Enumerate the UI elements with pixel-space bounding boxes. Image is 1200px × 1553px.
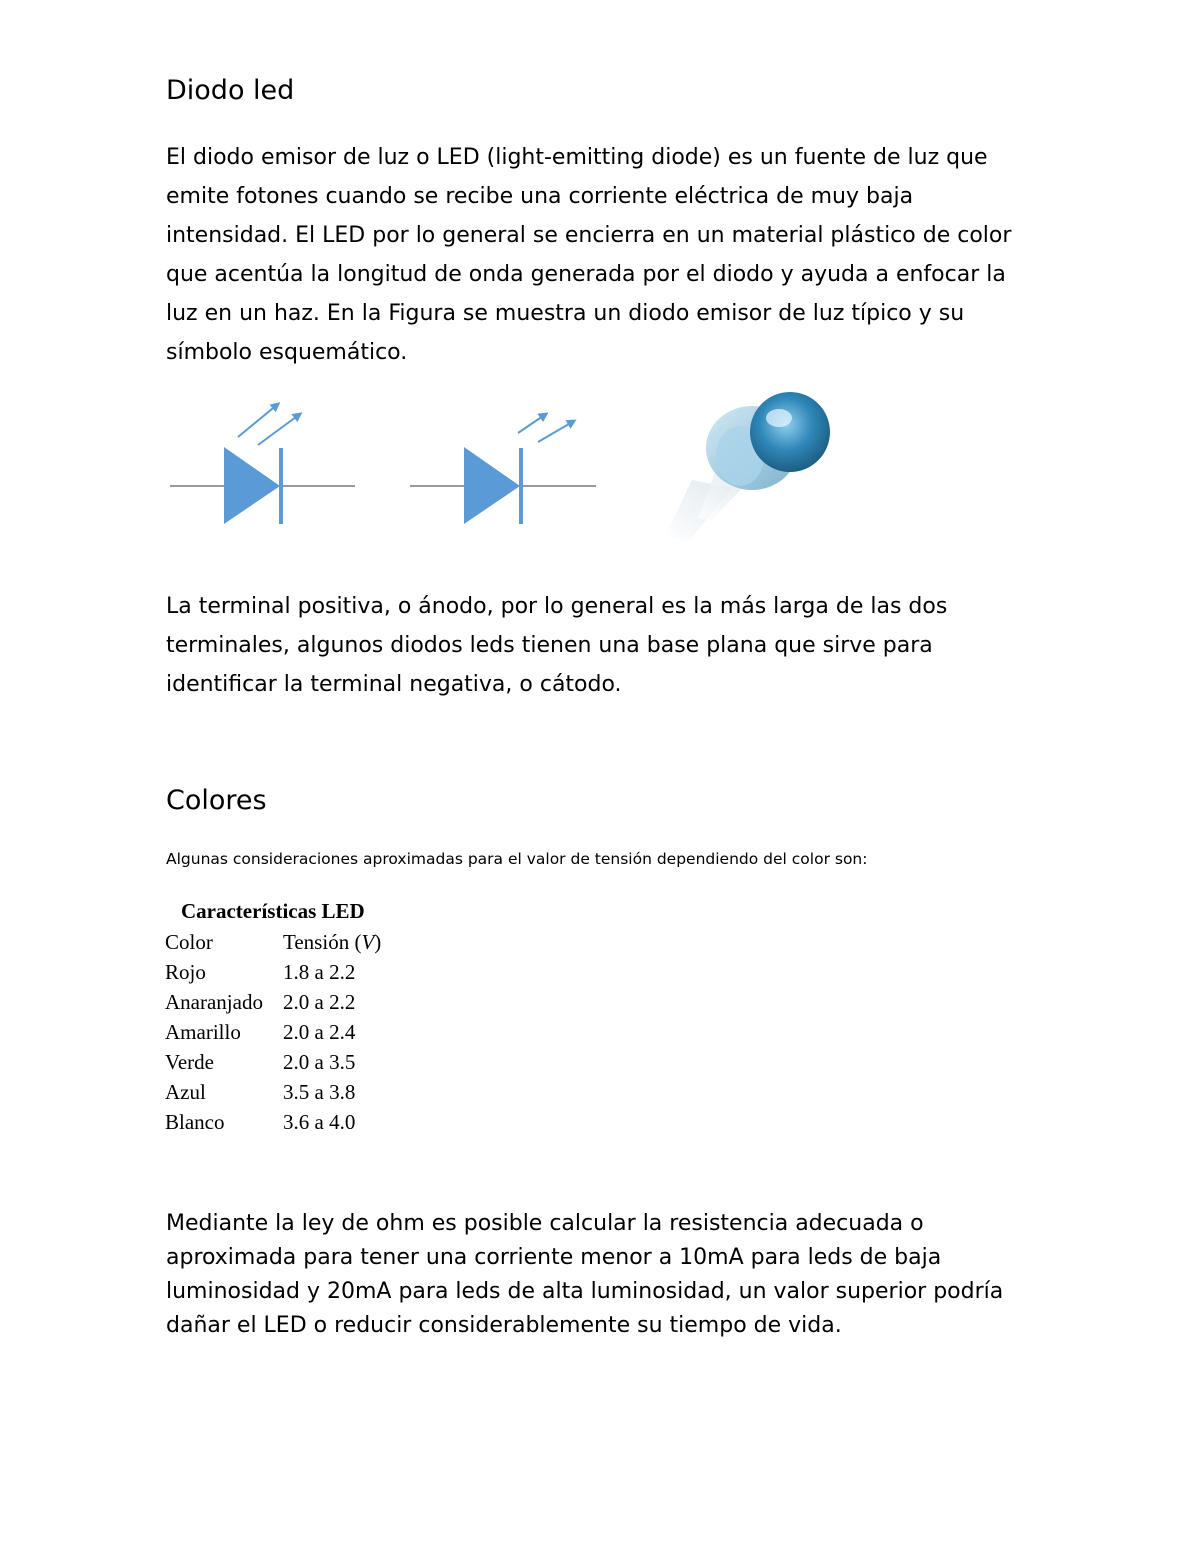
colors-heading: Colores (166, 785, 267, 816)
table-row (165, 987, 381, 1017)
color-cell: Anaranjado (165, 990, 263, 1014)
paragraph-line: luminosidad y 20mA para leds de alta luminosidad, un valor superior podría (166, 1279, 1004, 1304)
voltage-cell: 2.0 a 2.2 (283, 990, 356, 1014)
paragraph-line: símbolo esquemático. (166, 340, 408, 365)
table-row (165, 1047, 381, 1077)
terminal-paragraph (166, 587, 1026, 704)
paragraph-line: emite fotones cuando se recibe una corriente eléctrica de muy baja (166, 184, 914, 209)
colors-intro: Algunas consideraciones aproximadas para el valor de tensión dependiendo del color son: (166, 850, 868, 868)
voltage-cell: 2.0 a 2.4 (283, 1020, 356, 1044)
paragraph-line: La terminal positiva, o ánodo, por lo general es la más larga de las dos (166, 594, 948, 619)
table-row (165, 1107, 381, 1137)
color-cell: Verde (165, 1050, 214, 1074)
led-voltage-table (165, 897, 381, 1137)
column-header-color: Color (165, 930, 213, 954)
paragraph-line: identificar la terminal negativa, o cátodo. (166, 672, 622, 697)
led-dome (750, 392, 830, 472)
diode-triangle (464, 447, 520, 524)
voltage-cell: 2.0 a 3.5 (283, 1050, 356, 1074)
closing-paragraph (166, 1207, 1046, 1343)
paragraph-line: luz en un haz. En la Figura se muestra un diodo emisor de luz típico y su (166, 301, 965, 326)
led-symbol-2 (410, 414, 596, 524)
led-symbol-1 (170, 404, 355, 524)
paragraph-line: El diodo emisor de luz o LED (light-emitting diode) es un fuente de luz que (166, 145, 988, 170)
page-title: Diodo led (166, 75, 295, 106)
led-photo (664, 392, 830, 540)
color-cell: Blanco (165, 1110, 225, 1134)
color-cell: Azul (165, 1080, 206, 1104)
paragraph-line: terminales, algunos diodos leds tienen una base plana que sirve para (166, 633, 933, 658)
table-caption: Características LED (181, 899, 365, 923)
color-cell: Amarillo (165, 1020, 241, 1044)
paragraph-line: intensidad. El LED por lo general se encierra en un material plástico de color (166, 223, 1012, 248)
voltage-cell: 3.5 a 3.8 (283, 1080, 356, 1104)
voltage-cell: 1.8 a 2.2 (283, 960, 356, 984)
color-cell: Rojo (165, 960, 206, 984)
light-arrow (258, 414, 300, 445)
table-header-row (165, 927, 381, 957)
table-row (165, 1077, 381, 1107)
light-arrow (538, 421, 574, 442)
paragraph-line: aproximada para tener una corriente menor a 10mA para leds de baja (166, 1245, 942, 1270)
led-highlight (766, 409, 792, 427)
paragraph-line: Mediante la ley de ohm es posible calcular la resistencia adecuada o (166, 1211, 924, 1236)
table-row (165, 957, 381, 987)
voltage-cell: 3.6 a 4.0 (283, 1110, 356, 1134)
paragraph-line: que acentúa la longitud de onda generada por el diodo y ayuda a enfocar la (166, 262, 1006, 287)
led-figure (0, 0, 1200, 560)
light-arrow (518, 414, 546, 433)
table-row (165, 1017, 381, 1047)
paragraph-line: dañar el LED o reducir considerablemente su tiempo de vida. (166, 1313, 842, 1338)
column-header-voltage: Tensión (V) (283, 930, 382, 954)
light-arrow (238, 404, 278, 437)
diode-triangle (224, 447, 280, 524)
